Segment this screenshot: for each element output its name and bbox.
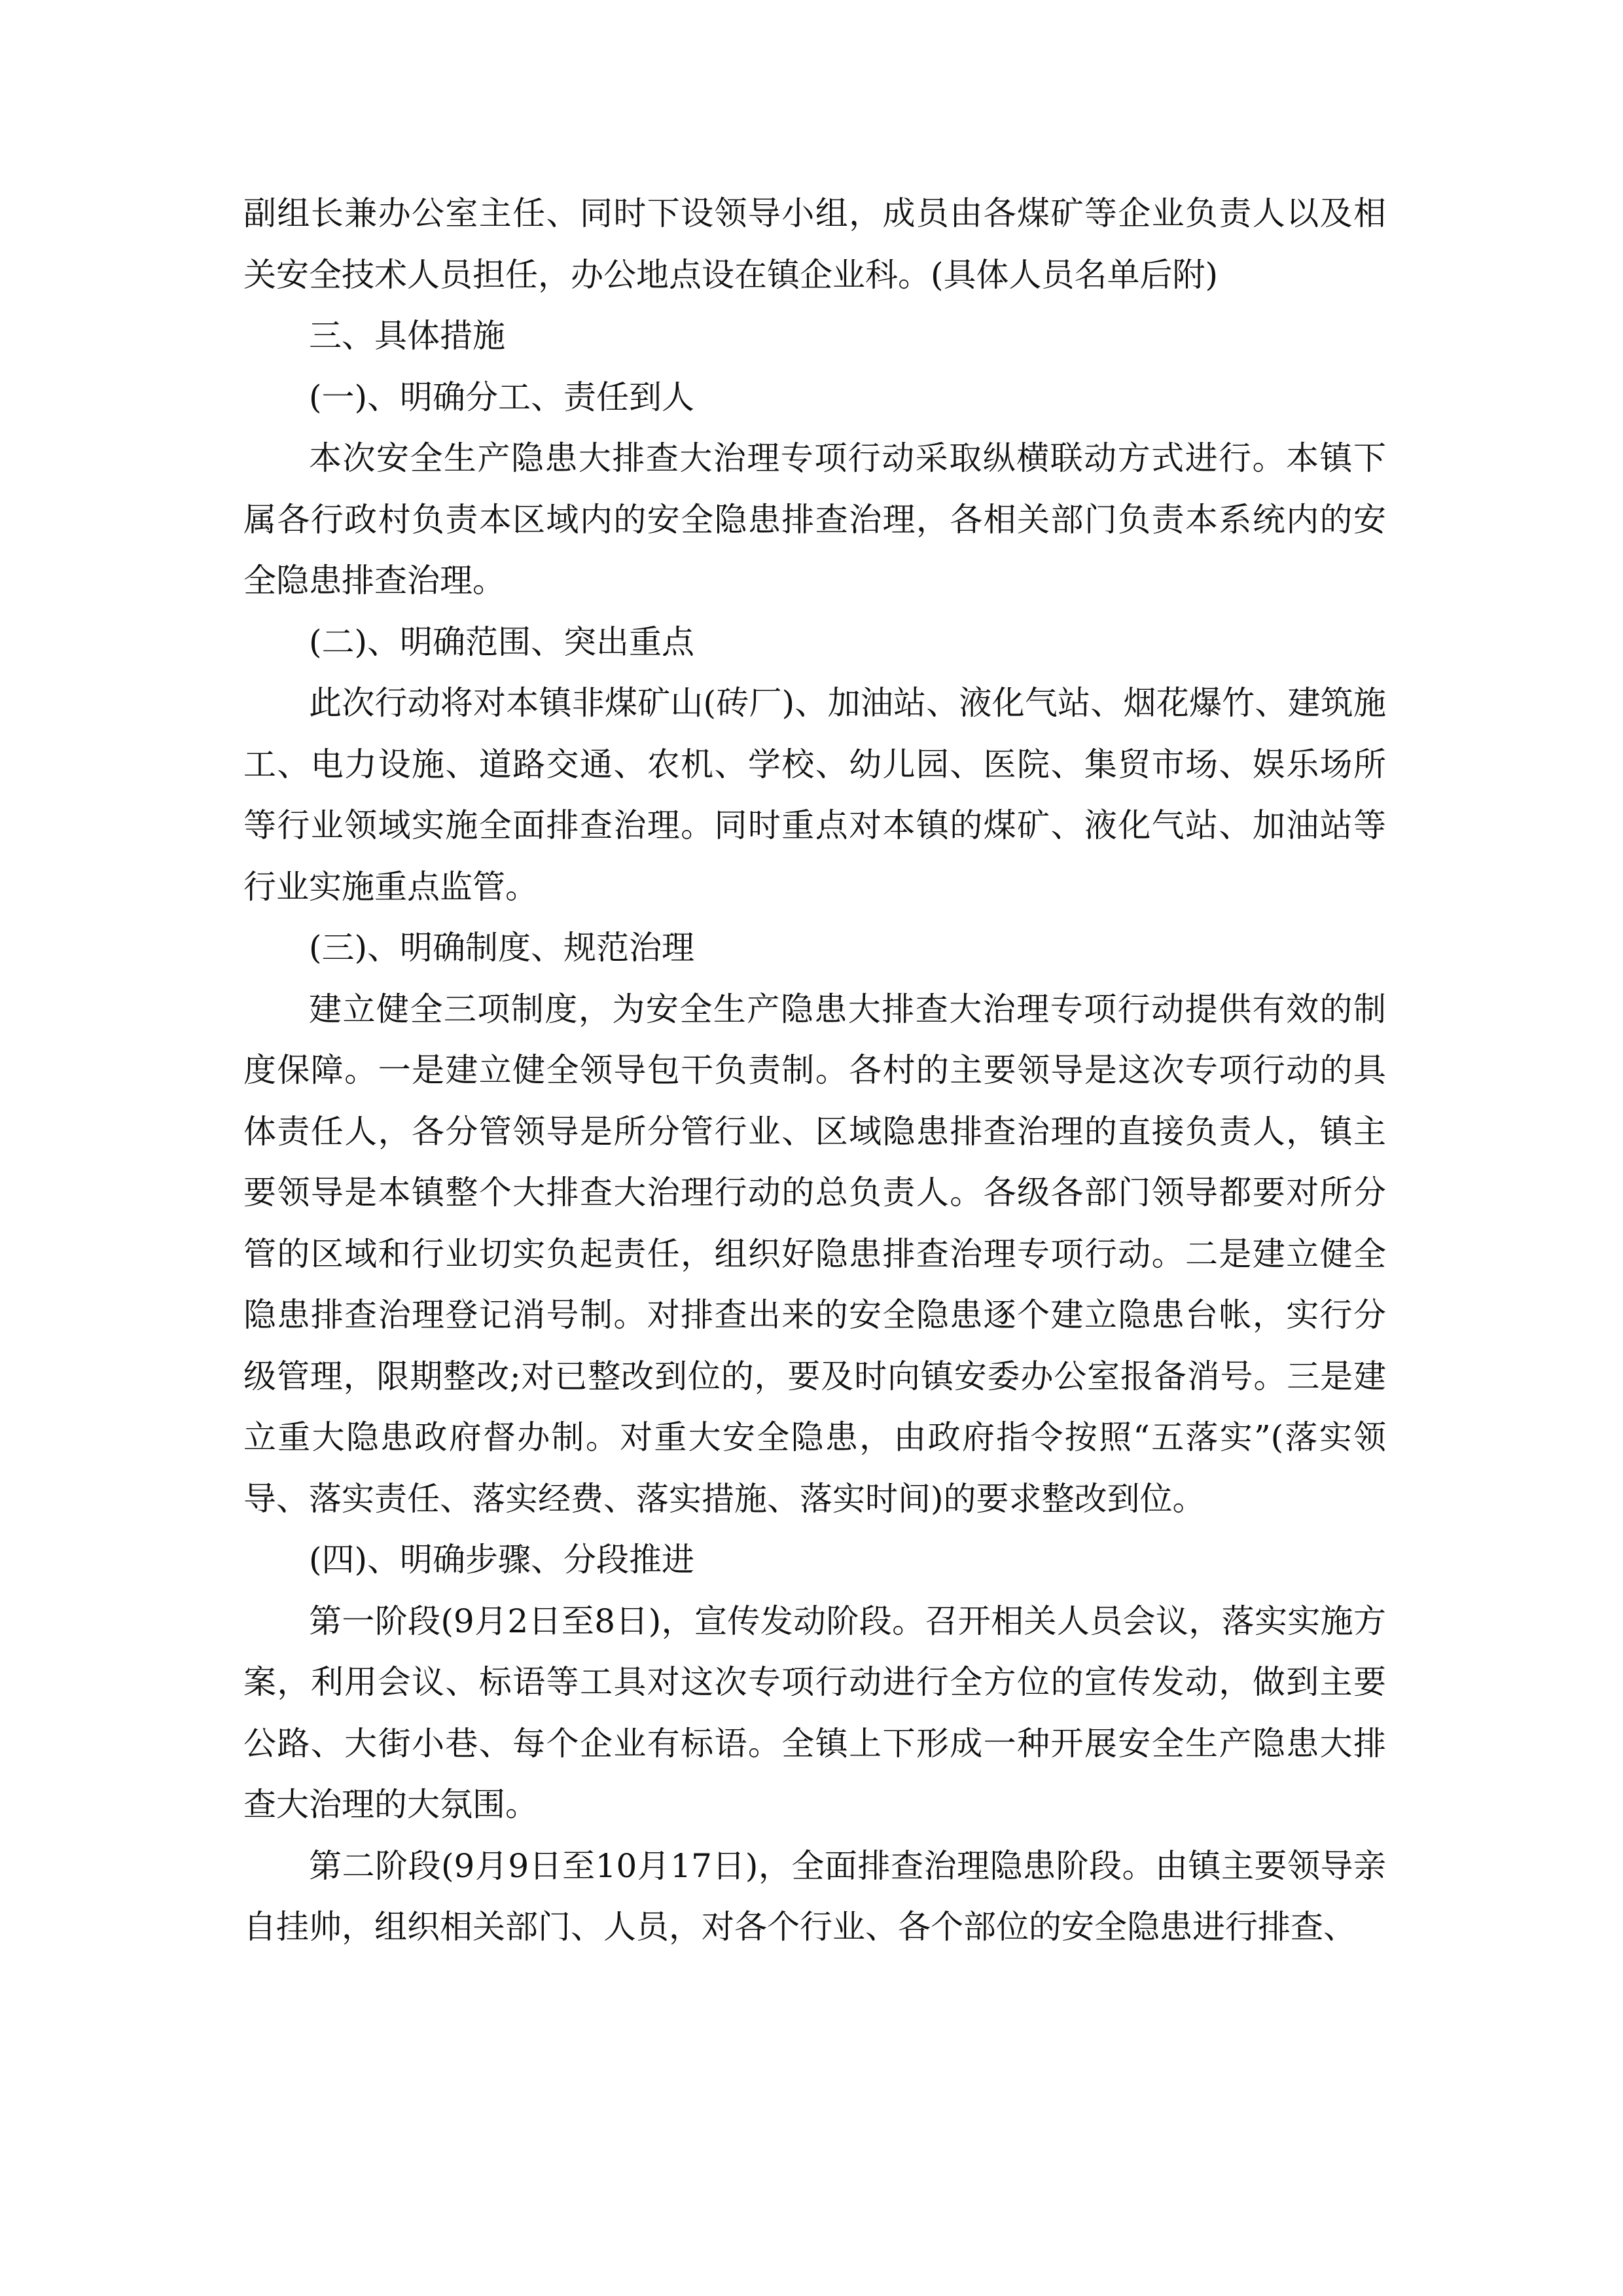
subsection-heading-4: (四)、明确步骤、分段推进 [309,1541,695,1579]
paragraph-scope: 此次行动将对本镇非煤矿山(砖厂)、加油站、液化气站、烟花爆竹、建筑施工、电力设施、道路交通、农机、学校、幼儿园、医院、集贸市场、娱乐场所等行业领域实施全面排查治理。同时重点对本镇的煤矿、液化气站、加油站等行业实施重点监管。 [243,684,1386,906]
subsection-heading-3: (三)、明确制度、规范治理 [309,929,695,967]
paragraph-stage-1: 第一阶段(9月2日至8日)，宣传发动阶段。召开相关人员会议，落实实施方案，利用会议、标语等工具对这次专项行动进行全方位的宣传发动，做到主要公路、大街小巷、每个企业有标语。全镇上下形成一种开展安全生产隐患大排查大治理的大氛围。 [243,1602,1386,1823]
paragraph-systems: 建立健全三项制度，为安全生产隐患大排查大治理专项行动提供有效的制度保障。一是建立健全领导包干负责制。各村的主要领导是这次专项行动的具体责任人，各分管领导是所分管行业、区域隐患排查治理的直接负责人，镇主要领导是本镇整个大排查大治理行动的总负责人。各级各部门领导都要对所分管的区域和行业切实负起责任，组织好隐患排查治理专项行动。二是建立健全隐患排查治理登记消号制。对排查出来的安全隐患逐个建立隐患台帐，实行分级管理，限期整改;对已整改到位的，要及时向镇安委办公室报备消号。三是建立重大隐患政府督办制。对重大安全隐患，由政府指令按照“五落实”(落实领导、落实责任、落实经费、落实措施、落实时间)的要求整改到位。 [243,990,1386,1518]
section-heading-measures: 三、具体措施 [309,317,505,355]
paragraph-continuation: 副组长兼办公室主任、同时下设领导小组，成员由各煤矿等企业负责人以及相关安全技术人员担任，办公地点设在镇企业科。(具体人员名单后附) [243,194,1386,294]
paragraph-stage-2: 第二阶段(9月9日至10月17日)，全面排查治理隐患阶段。由镇主要领导亲自挂帅，组织相关部门、人员，对各个行业、各个部位的安全隐患进行排查、 [243,1846,1386,1946]
subsection-heading-1: (一)、明确分工、责任到人 [309,378,695,416]
paragraph-division: 本次安全生产隐患大排查大治理专项行动采取纵横联动方式进行。本镇下属各行政村负责本区域内的安全隐患排查治理，各相关部门负责本系统内的安全隐患排查治理。 [243,439,1386,600]
document-body [243,183,1386,1958]
subsection-heading-2: (二)、明确范围、突出重点 [309,622,695,661]
